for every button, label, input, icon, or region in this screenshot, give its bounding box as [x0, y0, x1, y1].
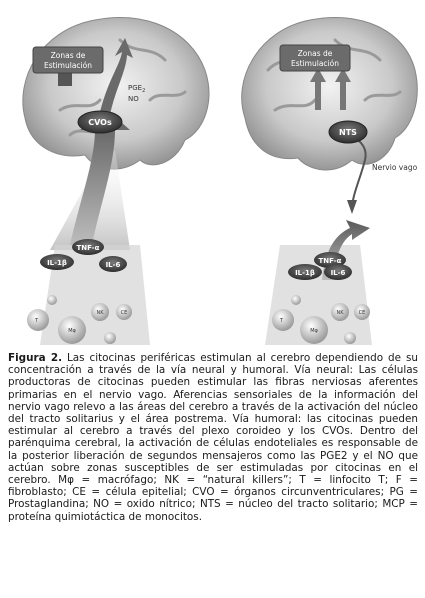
left-cell-t-label: T [35, 318, 39, 324]
figure-caption [8, 352, 418, 523]
right-nts-label: NTS [339, 128, 357, 137]
right-tnf-label: TNF-α [318, 257, 342, 265]
caption-text: Las citocinas periféricas estimulan al cerebro dependiendo de su concentración a través de la vía neural y humoral. Vía neural: Las células productoras de citocinas pueden estimular las fibras nerviosas aferentes primarias en el nervio vago. Aferencias sensoriales de la información del nervio vago relevo a las áreas del cerebro a través de la activación del núcleo del tracto solitarius y el área postrema. Vía humoral: las citocinas pueden estimular al cerebro a través del plexo coroideo y los CVOs. Dentro del parénquima cerebral, la activación de células endoteliales es responsable de la posterior liberación de segundos mensajeros como las PGE2 y el NO que actúan sobre zonas susceptibles de ser estimuladas por citocinas en el cerebro. Mφ = macrófago; NK = “natural killers”; T = linfocito T; F = fibroblasto; CE = célula epitelial; CVO = órganos circunventriculares; PG = Prostaglandina; NO = oxido nítrico; NTS = núcleo del tracto solitario; MCP = proteína quimiotáctica de monocitos. [8, 352, 418, 523]
left-cvos-label: CVOs [88, 118, 112, 127]
right-il1-label: IL-1β [295, 269, 315, 277]
right-cell-small-2 [344, 332, 356, 344]
right-vagus-arrowhead [347, 200, 357, 214]
right-cell-mo-label: Mφ [310, 328, 318, 334]
right-cell-nk-label: NK [336, 310, 344, 316]
right-panel [242, 17, 418, 345]
left-zone-label-2: Estimulación [44, 61, 92, 70]
left-no-label: NO [128, 95, 139, 103]
figure-label: Figura 2. [8, 352, 63, 364]
right-cell-small-1 [291, 295, 301, 305]
left-il1-label: IL-1β [47, 259, 67, 267]
right-zone-label-2: Estimulación [291, 59, 339, 68]
right-cell-t-label: T [280, 318, 284, 324]
left-panel [23, 17, 209, 345]
right-vagus-label: Nervio vago [372, 163, 418, 172]
left-zone-label-1: Zonas de [50, 51, 86, 60]
right-cell-ce-label: CE [358, 310, 366, 316]
left-cell-small-2 [104, 332, 116, 344]
left-cell-mo-label: Mφ [68, 328, 76, 334]
left-il6-label: IL-6 [105, 261, 121, 269]
left-cell-ce-label: CE [120, 310, 128, 316]
left-pge-label: $PGE_2$ [128, 84, 146, 94]
left-cell-small-1 [47, 295, 57, 305]
right-zone-label-1: Zonas de [297, 49, 333, 58]
left-tnf-label: TNF-α [76, 244, 100, 252]
right-il6-label: IL-6 [330, 269, 346, 277]
left-cell-nk-label: NK [96, 310, 104, 316]
